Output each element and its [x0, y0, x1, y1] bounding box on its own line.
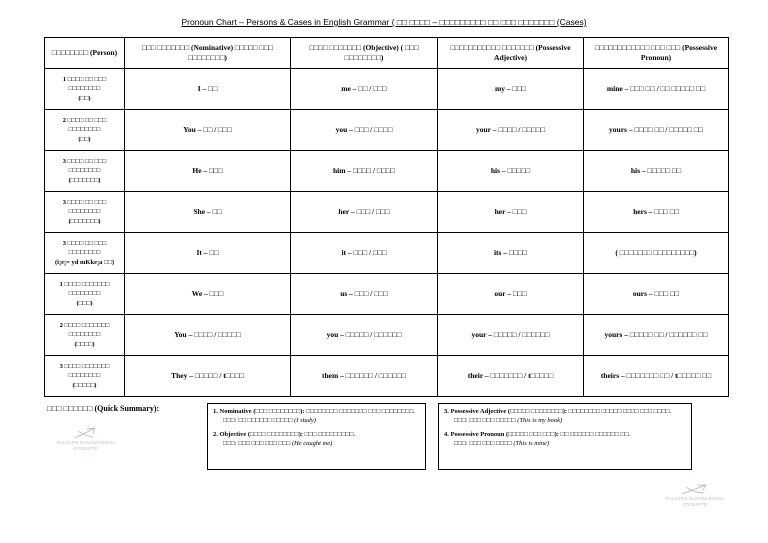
possessive-pronoun-cell: yours – □□□□□ □□ / □□□□□□ □□ [584, 315, 729, 356]
header-possessive-adjective: □□□□□□□□□□□ □□□□□□□ (Possessive Adjective) [438, 38, 584, 69]
person-line: (□□□□□□□) [68, 176, 101, 184]
person-line: 1 □□□□ □□ □□□ [62, 75, 107, 83]
nominative-cell: You – □□□□ / □□□□□ [125, 315, 291, 356]
possessive-pronoun-cell: mine – □□□ □□ / □□ □□□□□ □□ [584, 69, 729, 110]
objective-cell: us – □□□ / □□□ [291, 274, 438, 315]
summary-item-text: □□ □□□□□□ □□□□□□ □□. [560, 430, 630, 438]
nominative-cell: She – □□ [125, 192, 291, 233]
summary-item-title: 2. Objective (□□□□ □□□□□□□□): [213, 430, 304, 438]
table-row [45, 110, 729, 151]
person-line: □□□□□□□□ [68, 331, 101, 339]
person-cell [45, 233, 125, 274]
signature-icon [680, 482, 710, 496]
table-row [45, 315, 729, 356]
nominative-cell: We – □□□ [125, 274, 291, 315]
watermark-name: PULASTHI GUNAWARDENA [665, 496, 725, 501]
objective-cell: you – □□□□□ / □□□□□□ [291, 315, 438, 356]
possessive-adjective-cell: their – □□□□□□□ / t□□□□□ [438, 356, 584, 397]
nominative-cell: He – □□□ [125, 151, 291, 192]
nominative-cell: I – □□ [125, 69, 291, 110]
summary-item-text: □□□ □□□□□□□□□. [304, 430, 356, 438]
person-line: □□□□□□□□ [68, 85, 101, 93]
summary-item-title: 1. Nominative (□□□ □□□□□□□□): [213, 408, 305, 415]
person-line: 3 □□□□ □□ □□□ [62, 198, 107, 206]
person-line: (i¡e¡= yd mKke¡a □□) [54, 258, 115, 266]
nominative-cell: It – □□ [125, 233, 291, 274]
signature-icon [73, 426, 99, 440]
page-title: Pronoun Chart – Persons & Cases in English Grammar ( □□ □□□□ – □□□□□□□□□ □□ □□□ □□□□□□□ (Cases) [181, 17, 587, 27]
objective-cell: them – □□□□□□ / □□□□□□ [291, 356, 438, 397]
person-line: 3 □□□□ □□ □□□ [62, 239, 107, 247]
signature-watermark [56, 426, 116, 453]
person-line: □□□□□□□□ [68, 208, 101, 216]
person-cell [45, 274, 125, 315]
table-header-row [45, 38, 729, 69]
person-cell [45, 192, 125, 233]
header-possessive-pronoun: □□□□□□□□□□□□ □□□ □□□ (Possessive Pronoun) [584, 38, 729, 69]
possessive-adjective-cell: your – □□□□□ / □□□□□□ [438, 315, 584, 356]
summary-example: □□□: □□□ □□□ □□□□ (This is mine) [454, 440, 550, 448]
possessive-adjective-cell: her – □□□ [438, 192, 584, 233]
objective-cell: me – □□ / □□□ [291, 69, 438, 110]
summary-item-title: 3. Possessive Adjective (□□□□□ □□□□□□□□): [444, 408, 568, 415]
person-cell [45, 315, 125, 356]
summary-box-left [207, 403, 426, 470]
signature-watermark [660, 482, 730, 509]
pronoun-chart-table [44, 37, 729, 397]
nominative-cell: They – □□□□□ / t□□□□ [125, 356, 291, 397]
header-objective: □□□□ □□□□□□□ (Objective) ( □□□ □□□□□□□□) [291, 38, 438, 69]
possessive-pronoun-cell: hers – □□□ □□ [584, 192, 729, 233]
table-body [45, 69, 729, 397]
possessive-adjective-cell: our – □□□ [438, 274, 584, 315]
objective-cell: him – □□□□ / □□□□ [291, 151, 438, 192]
person-line: (□□) [78, 94, 91, 102]
person-line: 3 □□□□ □□□□□□□ [59, 362, 110, 370]
summary-example: □□□: □□□ □□□ □□□□□ (This is my book) [454, 417, 563, 425]
table-row [45, 151, 729, 192]
nominative-cell: You – □□ / □□□ [125, 110, 291, 151]
summary-box-right [438, 403, 692, 470]
person-line: 2 □□□□ □□□□□□□ [59, 321, 110, 329]
possessive-adjective-cell: my – □□□ [438, 69, 584, 110]
summary-item-text: □□□□□□□□ □□□□□ □□□□ □□□ □□□□. [568, 408, 672, 415]
possessive-adjective-cell: your – □□□□ / □□□□□ [438, 110, 584, 151]
summary-example: □□□: □□□ □□□ □□□ □□□ (He caught me) [223, 440, 333, 448]
possessive-pronoun-cell: yours – □□□□ □□ / □□□□□ □□ [584, 110, 729, 151]
person-cell [45, 151, 125, 192]
table-row [45, 356, 729, 397]
possessive-adjective-cell: his – □□□□□ [438, 151, 584, 192]
person-line: (□□) [78, 135, 91, 143]
person-line: (□□□) [76, 299, 93, 307]
header-person: □□□□□□□□ (Person) [45, 38, 125, 69]
person-line: (□□□□□) [72, 381, 97, 389]
person-line: 2 □□□□ □□ □□□ [62, 116, 107, 124]
possessive-pronoun-cell: theirs – □□□□□□□ □□ / t□□□□□ □□ [584, 356, 729, 397]
possessive-pronoun-cell: ( □□□□□□□ □□□□□□□□□) [584, 233, 729, 274]
table-row [45, 233, 729, 274]
person-cell [45, 356, 125, 397]
person-line: □□□□□□□□ [68, 249, 101, 257]
person-line: □□□□□□□□ [68, 290, 101, 298]
person-line: □□□□□□□□ [68, 126, 101, 134]
person-cell [45, 69, 125, 110]
summary-item-text: □□□□□□□□ □□□□□□□ □□□ □□□□□□□□. [306, 408, 415, 415]
watermark-code: 07/03/AFTD [73, 446, 99, 452]
person-cell [45, 110, 125, 151]
person-line: □□□□□□□□ [68, 167, 101, 175]
header-nominative: □□□ □□□□□□□ (Nominative) □□□□□ □□□ □□□□□□□□) [125, 38, 291, 69]
objective-cell: her – □□□ / □□□ [291, 192, 438, 233]
summary-example: □□□: □□ □□□□□□ □□□□□ (I study) [223, 417, 316, 425]
person-line: □□□□□□□□ [68, 372, 101, 380]
person-line: 1 □□□□ □□□□□□□ [59, 280, 110, 288]
watermark-name: PULASTHI GUNAWARDENA [56, 440, 116, 445]
person-line: 3 □□□□ □□ □□□ [62, 157, 107, 165]
objective-cell: it – □□□ / □□□ [291, 233, 438, 274]
possessive-pronoun-cell: ours – □□□ □□ [584, 274, 729, 315]
possessive-pronoun-cell: his – □□□□□ □□ [584, 151, 729, 192]
objective-cell: you – □□□ / □□□□ [291, 110, 438, 151]
table-row [45, 274, 729, 315]
watermark-code: 07/03/AFTD [682, 502, 708, 508]
quick-summary-label: □□□ □□□□□□ (Quick Summary): [47, 404, 160, 413]
summary-item-title: 4. Possessive Pronoun (□□□□□ □□□ □□□): [444, 430, 559, 438]
person-line: (□□□□) [74, 340, 95, 348]
table-row [45, 192, 729, 233]
table-row [45, 69, 729, 110]
person-line: (□□□□□□□) [68, 217, 101, 225]
possessive-adjective-cell: its – □□□□ [438, 233, 584, 274]
